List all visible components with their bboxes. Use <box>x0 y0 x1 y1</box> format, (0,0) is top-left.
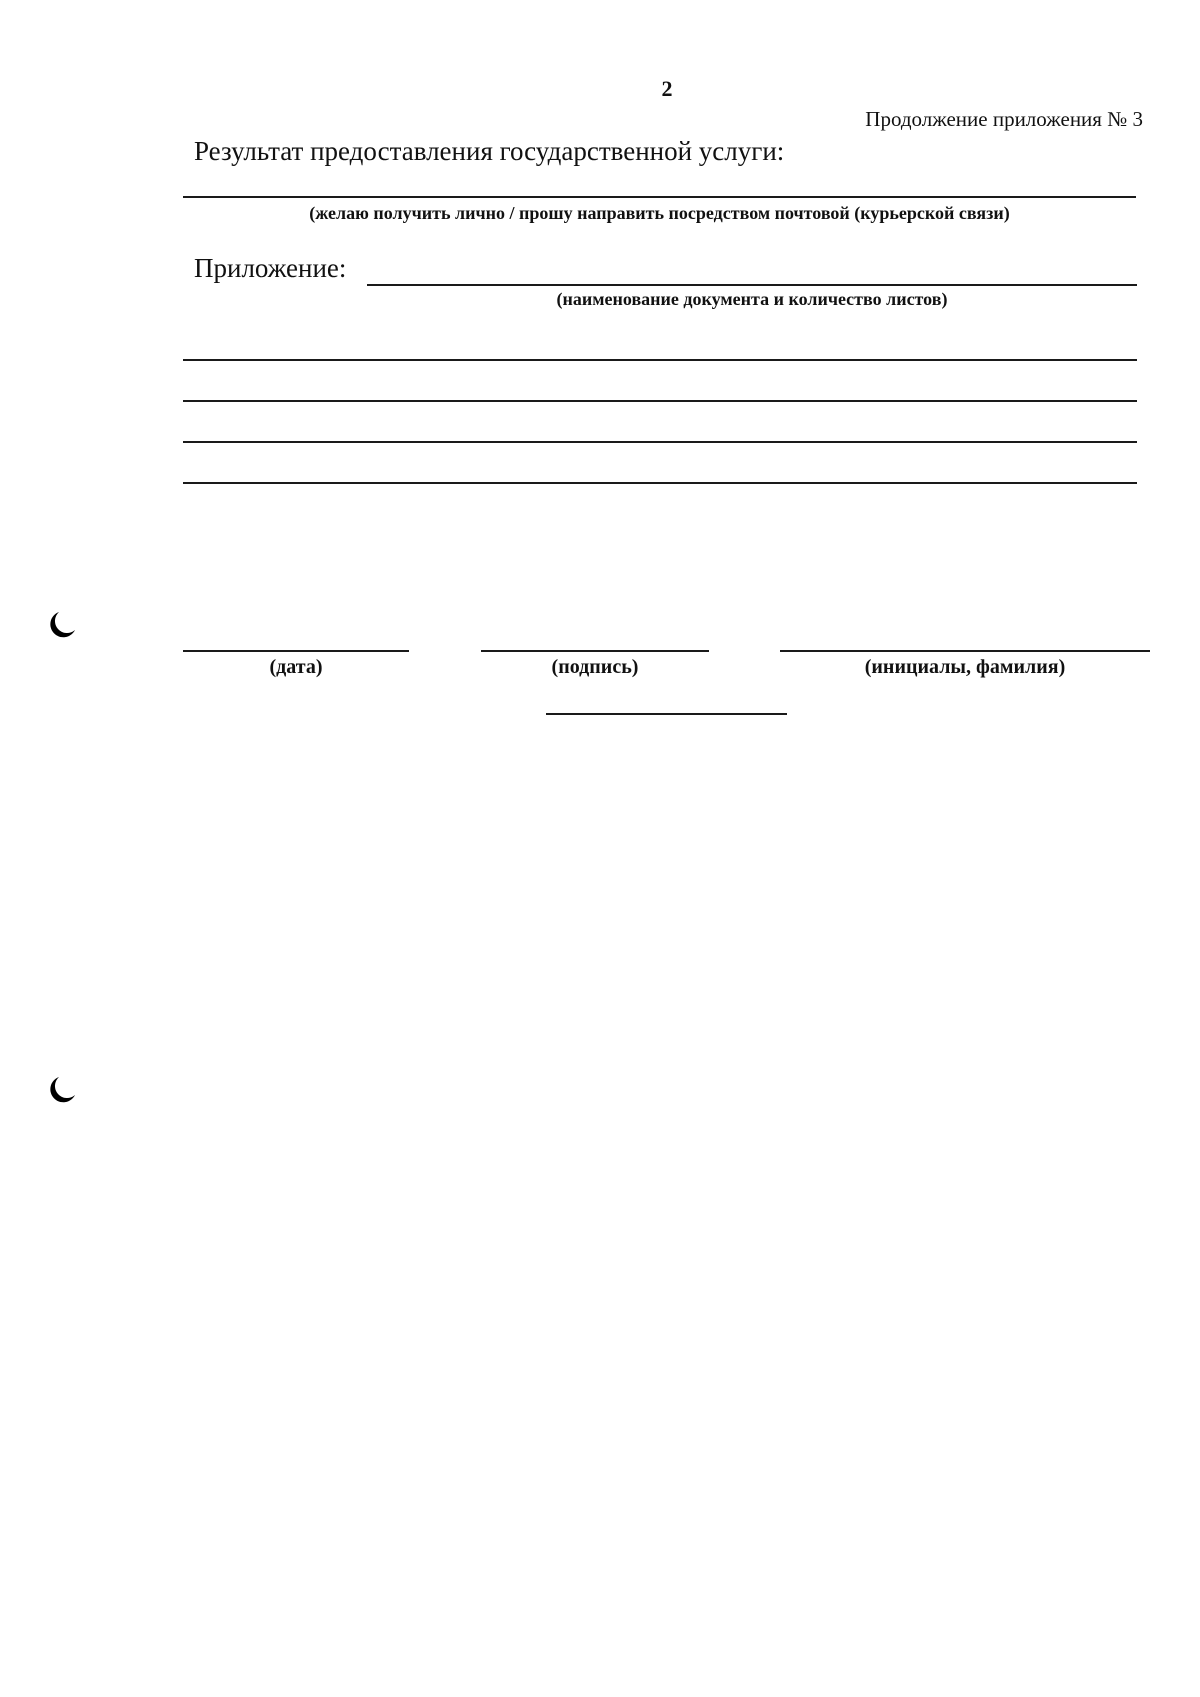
result-caption: (желаю получить лично / прошу направить посредством почтовой (курьерской связи) <box>309 203 1010 223</box>
attachment-caption: (наименование документа и количество листов) <box>556 289 948 309</box>
date-caption: (дата) <box>269 656 323 678</box>
name-fill-line[interactable] <box>780 650 1150 652</box>
attachment-fill-line[interactable] <box>367 284 1137 286</box>
attachment-extra-line-1[interactable] <box>183 359 1137 361</box>
continuation-note: Продолжение приложения № 3 <box>865 107 1143 131</box>
name-caption: (инициалы, фамилия) <box>864 656 1066 678</box>
attachment-extra-line-4[interactable] <box>183 482 1137 484</box>
signature-caption: (подпись) <box>551 656 639 678</box>
attachment-extra-line-3[interactable] <box>183 441 1137 443</box>
signature-fill-line[interactable] <box>481 650 709 652</box>
attachment-label: Приложение: <box>194 253 347 283</box>
attachment-extra-line-2[interactable] <box>183 400 1137 402</box>
result-fill-line[interactable] <box>183 196 1136 198</box>
page-number: 2 <box>661 76 673 101</box>
punch-hole-icon <box>47 610 77 640</box>
punch-hole-icon <box>47 1075 77 1105</box>
date-fill-line[interactable] <box>183 650 409 652</box>
extra-signature-line[interactable] <box>546 713 787 715</box>
result-heading: Результат предоставления государственной услуги: <box>194 136 785 166</box>
